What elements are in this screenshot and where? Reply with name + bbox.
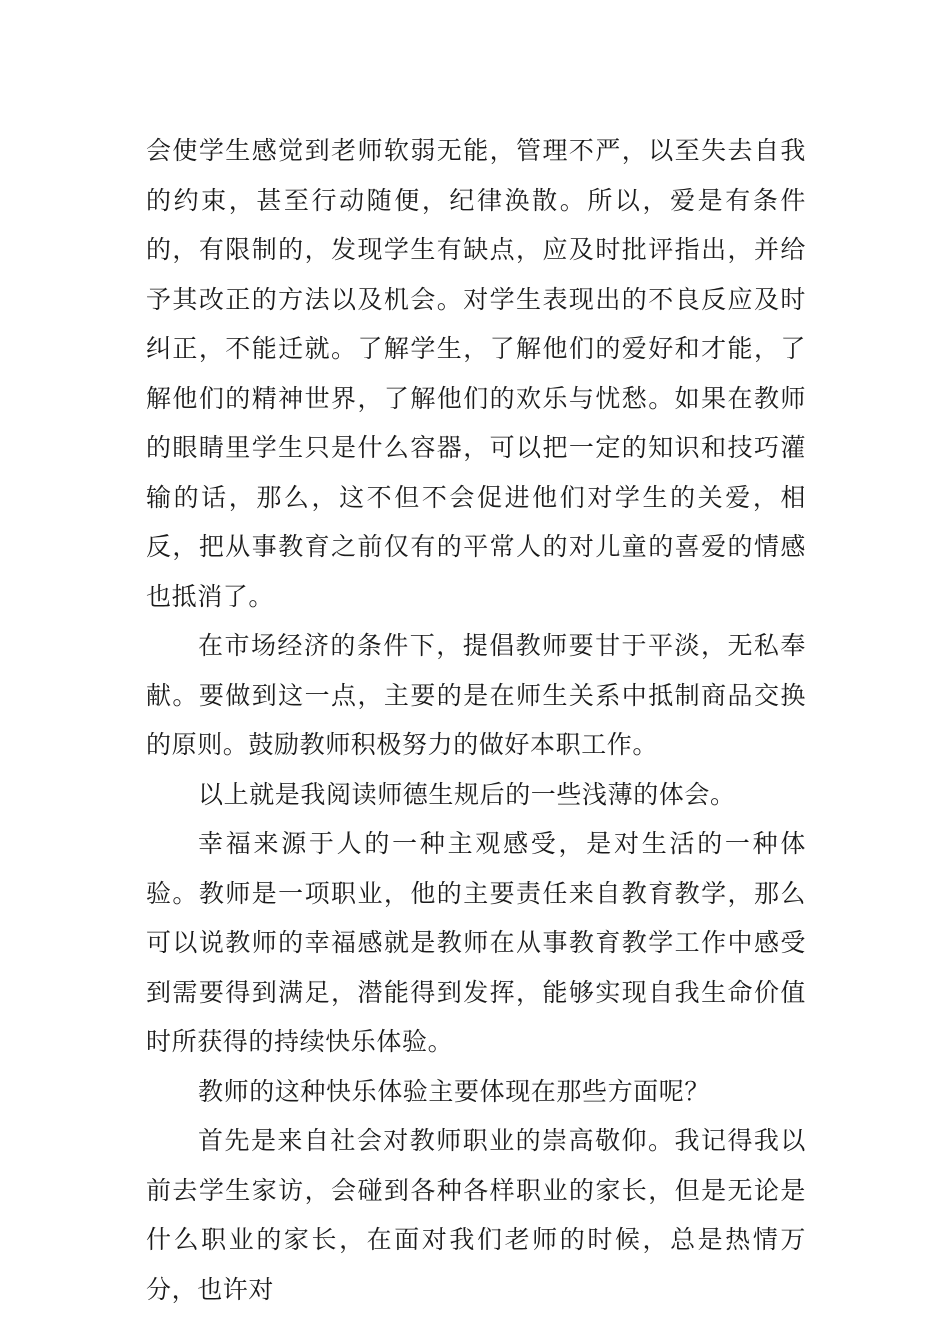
paragraph-3: 以上就是我阅读师德生规后的一些浅薄的体会。 xyxy=(198,779,736,809)
paragraph-1: 会使学生感觉到老师软弱无能，管理不严，以至失去自我的约束，甚至行动随便，纪律涣散。所以，爱是有条件的，有限制的，发现学生有缺点，应及时批评指出，并给予其改正的方法以及机会。对学生表现出的不良反应及时纠正，不能迁就。了解学生，了解他们的爱好和才能，了解他们的精神世界，了解他们的欢乐与忧愁。如果在教师的眼睛里学生只是什么容器，可以把一定的知识和技巧灌输的话，那么，这不但不会促进他们对学生的关爱，相反，把从事教育之前仅有的平常人的对儿童的喜爱的情感也抵消了。 xyxy=(146,136,806,611)
paragraph-5: 教师的这种快乐体验主要体现在那些方面呢？ xyxy=(198,1076,711,1106)
paragraph-2: 在市场经济的条件下，提倡教师要甘于平淡，无私奉献。要做到这一点，主要的是在师生关系中抵制商品交换的原则。鼓励教师积极努力的做好本职工作。 xyxy=(146,631,806,759)
document-body xyxy=(146,126,806,1314)
paragraph-4: 幸福来源于人的一种主观感受，是对生活的一种体验。教师是一项职业，他的主要责任来自教育教学，那么可以说教师的幸福感就是教师在从事教育教学工作中感受到需要得到满足，潜能得到发挥，能够实现自我生命价值时所获得的持续快乐体验。 xyxy=(146,829,806,1056)
paragraph-6: 首先是来自社会对教师职业的崇高敬仰。我记得我以前去学生家访，会碰到各种各样职业的家长，但是无论是什么职业的家长，在面对我们老师的时候，总是热情万分，也许对 xyxy=(146,1126,806,1304)
